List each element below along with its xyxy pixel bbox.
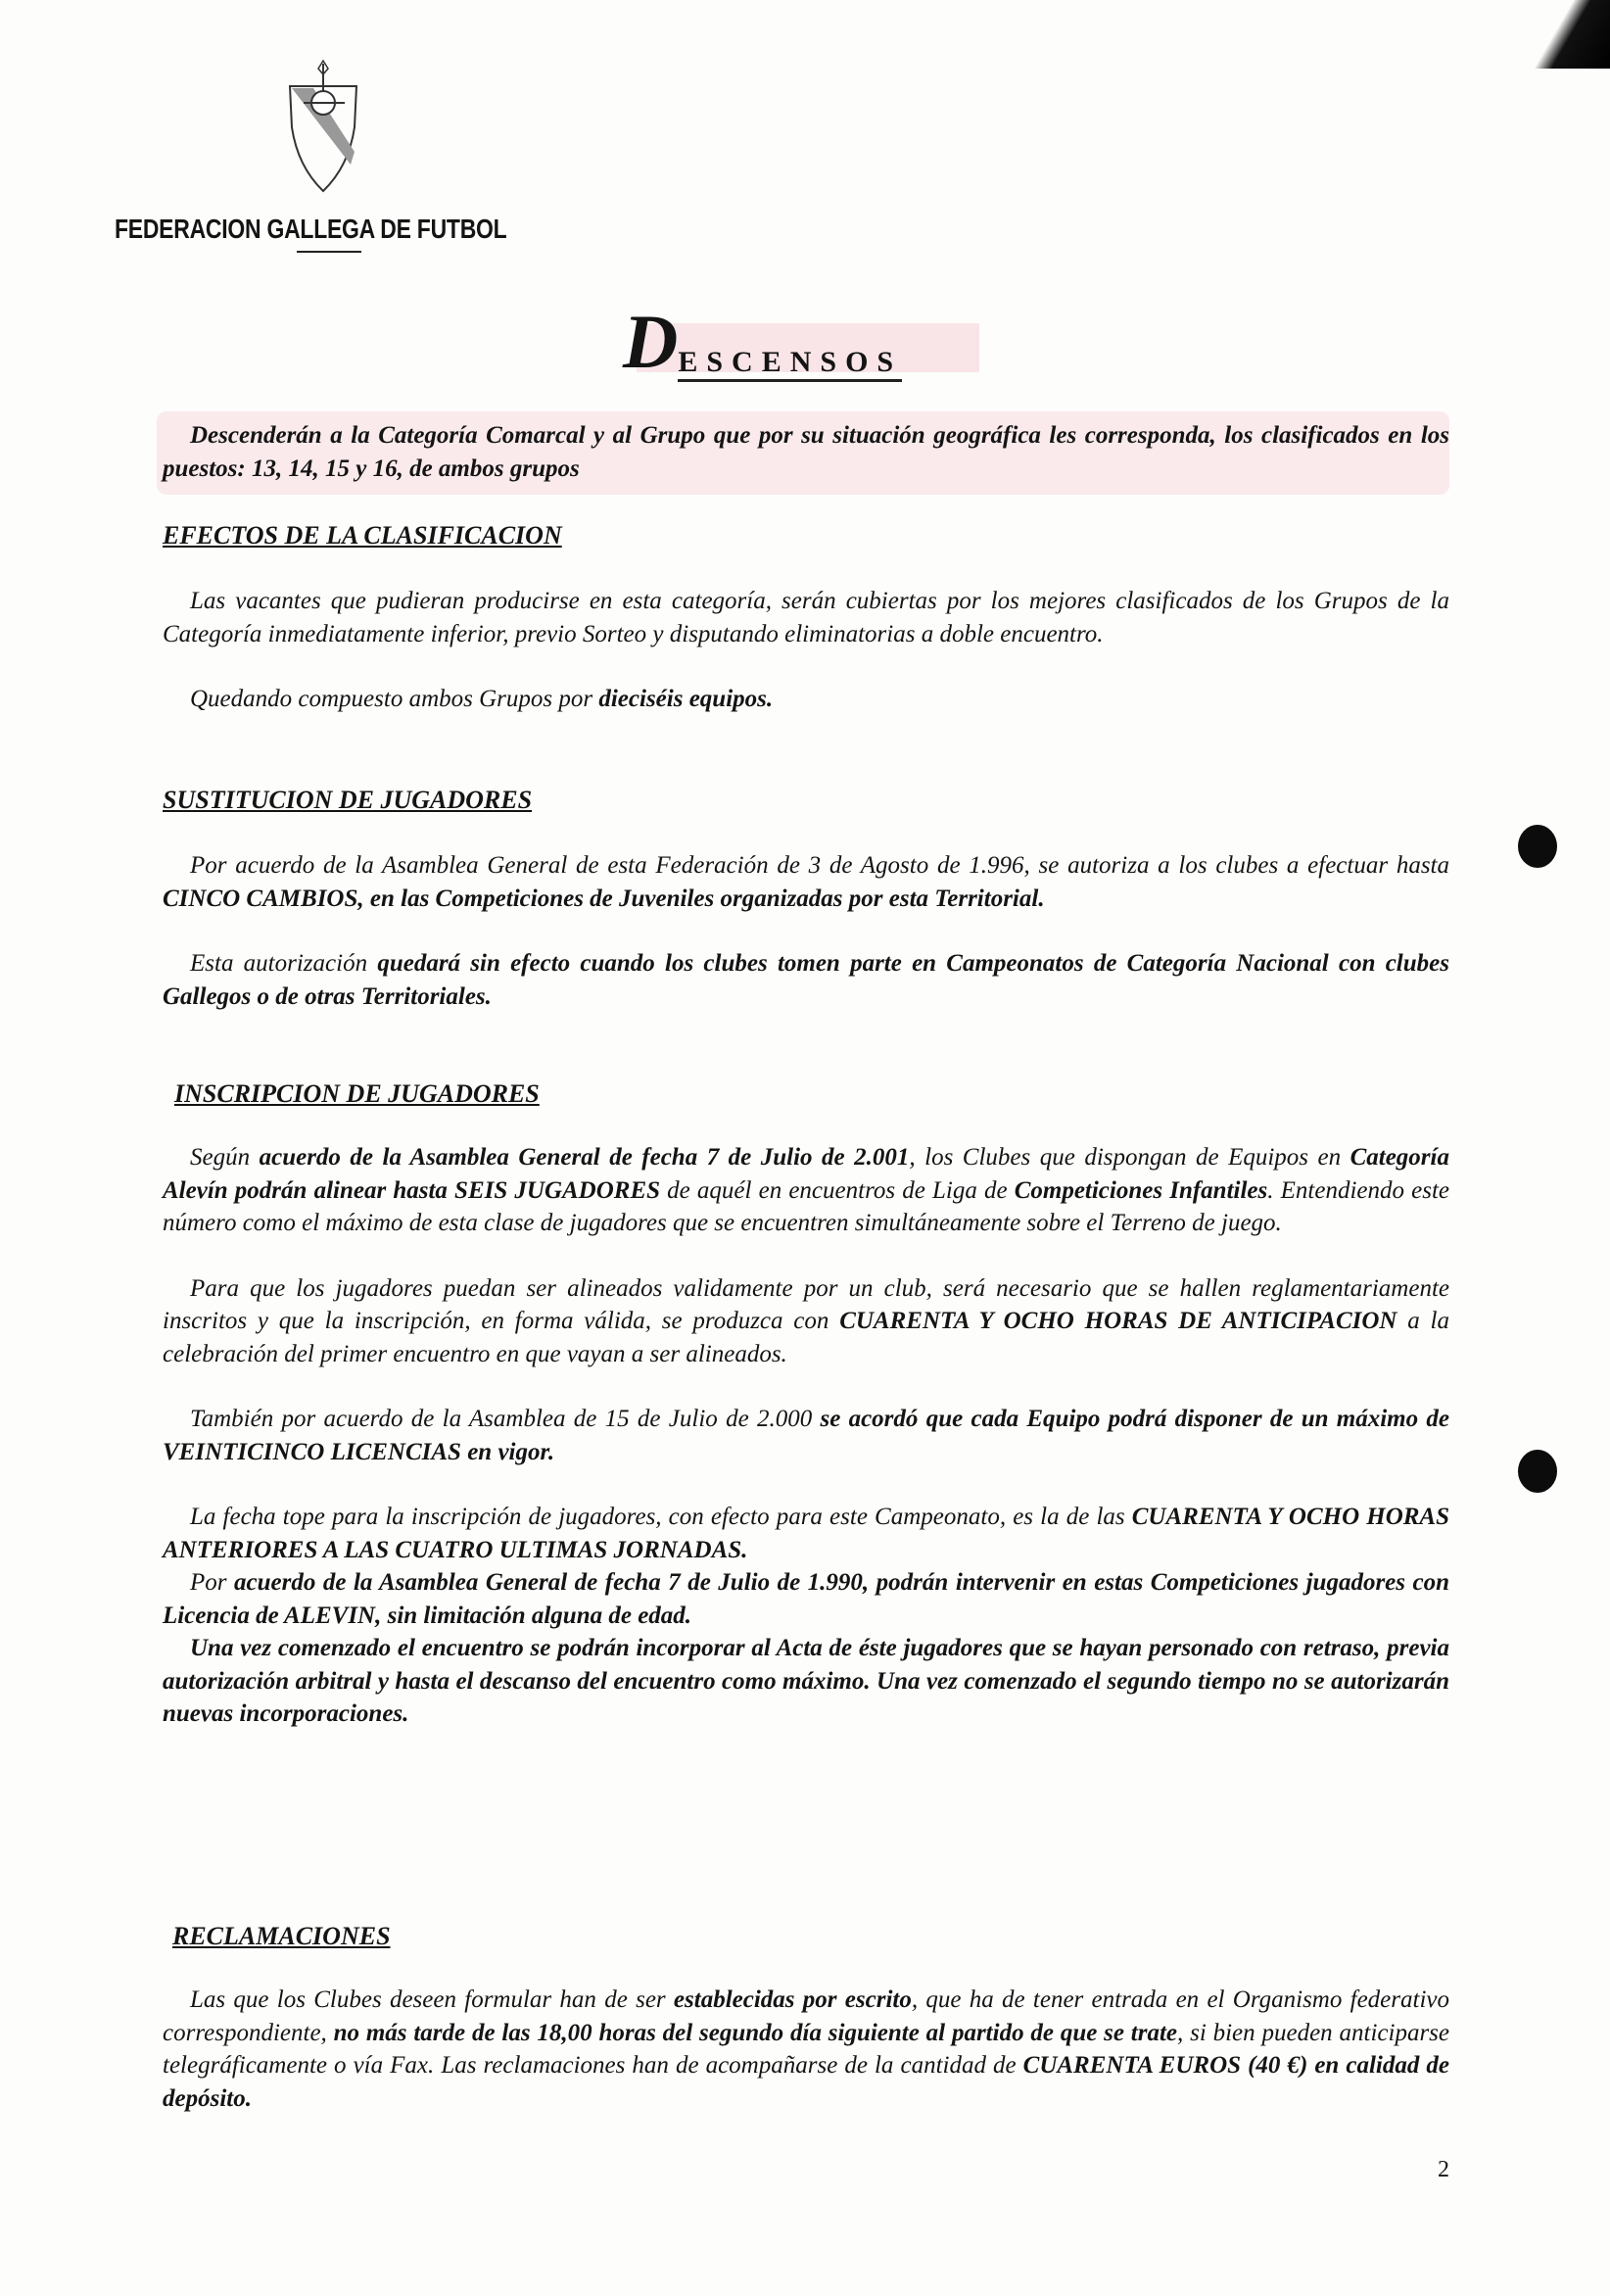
text: Según xyxy=(190,1144,260,1171)
text: a la celebración del primer encuentro en que vayan a ser alineados. xyxy=(163,1308,1450,1367)
organization-name: FEDERACION GALLEGA DE FUTBOL xyxy=(115,214,507,244)
bold-text: establecidas por escrito xyxy=(673,1986,912,2013)
section-heading: SUSTITUCION DE JUGADORES xyxy=(163,786,533,814)
paragraph xyxy=(163,849,1449,915)
section-body xyxy=(163,849,1449,1013)
bold-text: quedará sin efecto cuando los clubes tomen parte en Campeonatos de Categoría Nacional con clubes Gallegos o de otras Territoriales. xyxy=(163,950,1449,1010)
bold-text: Categoría Alevín podrán alinear hasta SEIS JUGADORES xyxy=(163,1144,1449,1204)
bold-text: CUARENTA Y OCHO HORAS ANTERIORES A LAS CUATRO ULTIMAS JORNADAS. xyxy=(163,1504,1449,1563)
text: , si bien pueden anticiparse telegráficamente o vía Fax. Las reclamaciones han de acompañarse de la cantidad de xyxy=(163,2019,1449,2079)
section-heading: RECLAMACIONES xyxy=(172,1922,391,1950)
text: También por acuerdo de la Asamblea de 15 de Julio de 2.000 xyxy=(190,1406,821,1432)
text: Las vacantes que pudieran producirse en esta categoría, serán cubiertas por los mejores clasificados de los Grupos de la Categoría inmediatamente inferior, previo Sorteo y disputando eliminatorias a doble encuentro. xyxy=(163,588,1449,647)
section-body xyxy=(163,1141,1449,1731)
bold-text: acuerdo de la Asamblea General de fecha 7 de Julio de 2.001 xyxy=(259,1144,910,1171)
federation-crest-logo xyxy=(284,59,362,196)
bold-text: se acordó que cada Equipo podrá disponer de un máximo de VEINTICINCO LICENCIAS en vigor. xyxy=(163,1406,1450,1465)
scan-smudge xyxy=(1533,0,1610,69)
bold-text: no más tarde de las 18,00 horas del segundo día siguiente al partido de que se trate xyxy=(333,2019,1178,2046)
text: Las que los Clubes deseen formular han de ser xyxy=(190,1986,674,2013)
paragraph xyxy=(163,1632,1449,1731)
paragraph xyxy=(163,947,1449,1013)
page-title xyxy=(623,299,903,384)
paragraph xyxy=(163,1403,1449,1468)
text: La fecha tope para la inscripción de jugadores, con efecto para este Campeonato, es la de las xyxy=(190,1504,1132,1530)
paragraph xyxy=(163,1984,1449,2115)
text: Por acuerdo de la Asamblea General de esta Federación de 3 de Agosto de 1.996, se autoriza a los clubes a efectuar hasta xyxy=(190,852,1449,879)
bold-text: Competiciones Infantiles xyxy=(1014,1176,1268,1204)
paragraph xyxy=(163,683,1449,716)
text: , que ha de tener entrada en el Organismo federativo correspondiente, xyxy=(163,1986,1449,2046)
text: de aquél en encuentros de Liga de xyxy=(660,1176,1015,1204)
section-body xyxy=(163,1984,1449,2115)
title-initial: D xyxy=(623,299,679,384)
page-number: 2 xyxy=(1438,2157,1449,2182)
punch-hole xyxy=(1518,1450,1557,1493)
bold-text: CUARENTA Y OCHO HORAS DE ANTICIPACION xyxy=(839,1308,1397,1334)
bold-text: Descenderán a la Categoría Comarcal y al Grupo que por su situación geográfica les corresponda, los clasificados en los puestos: 13, 14, 15 y 16, de ambos grupos xyxy=(163,422,1449,482)
paragraph xyxy=(163,585,1449,650)
text: , los Clubes que dispongan de Equipos en xyxy=(909,1144,1350,1171)
paragraph xyxy=(163,1566,1449,1632)
bold-text: dieciséis equipos. xyxy=(598,686,774,712)
paragraph xyxy=(163,1141,1449,1240)
text: Para que los jugadores puedan ser alineados validamente por un club, será necesario que se hallen reglamentariamente inscritos y que la inscripción, en forma válida, se produzca con xyxy=(163,1274,1449,1334)
text: . Entendiendo este número como el máximo de esta clase de jugadores que se encuentren simultáneamente sobre el Terreno de juego. xyxy=(163,1176,1449,1236)
punch-hole xyxy=(1518,825,1557,868)
paragraph xyxy=(163,419,1449,485)
section-body xyxy=(163,585,1449,716)
bold-text: Una vez comenzado el encuentro se podrán incorporar al Acta de éste jugadores que se hayan personado con retraso, previa autorización arbitral y hasta el descanso del encuentro como máximo. Una vez comenzado el segundo tiempo no se autorizarán nuevas incorporaciones. xyxy=(163,1635,1449,1727)
intro-paragraph xyxy=(163,419,1449,485)
divider xyxy=(297,251,361,253)
bold-text: CINCO CAMBIOS, en las Competiciones de Juveniles organizadas por esta Territorial. xyxy=(163,885,1045,912)
section-heading: EFECTOS DE LA CLASIFICACION xyxy=(163,521,562,550)
paragraph xyxy=(163,1501,1449,1566)
text: Esta autorización xyxy=(190,950,378,977)
text: Por xyxy=(190,1569,235,1596)
section-heading: INSCRIPCION DE JUGADORES xyxy=(174,1079,540,1108)
bold-text: acuerdo de la Asamblea General de fecha 7 de Julio de 1.990, podrán intervenir en estas Competiciones jugadores con Licencia de ALEVIN, sin limitación alguna de edad. xyxy=(163,1569,1449,1629)
text: Quedando compuesto ambos Grupos por xyxy=(190,686,599,712)
bold-text: CUARENTA EUROS (40 €) en calidad de depósito. xyxy=(163,2052,1449,2112)
title-rest: ESCENSOS xyxy=(678,346,902,382)
paragraph xyxy=(163,1272,1449,1371)
